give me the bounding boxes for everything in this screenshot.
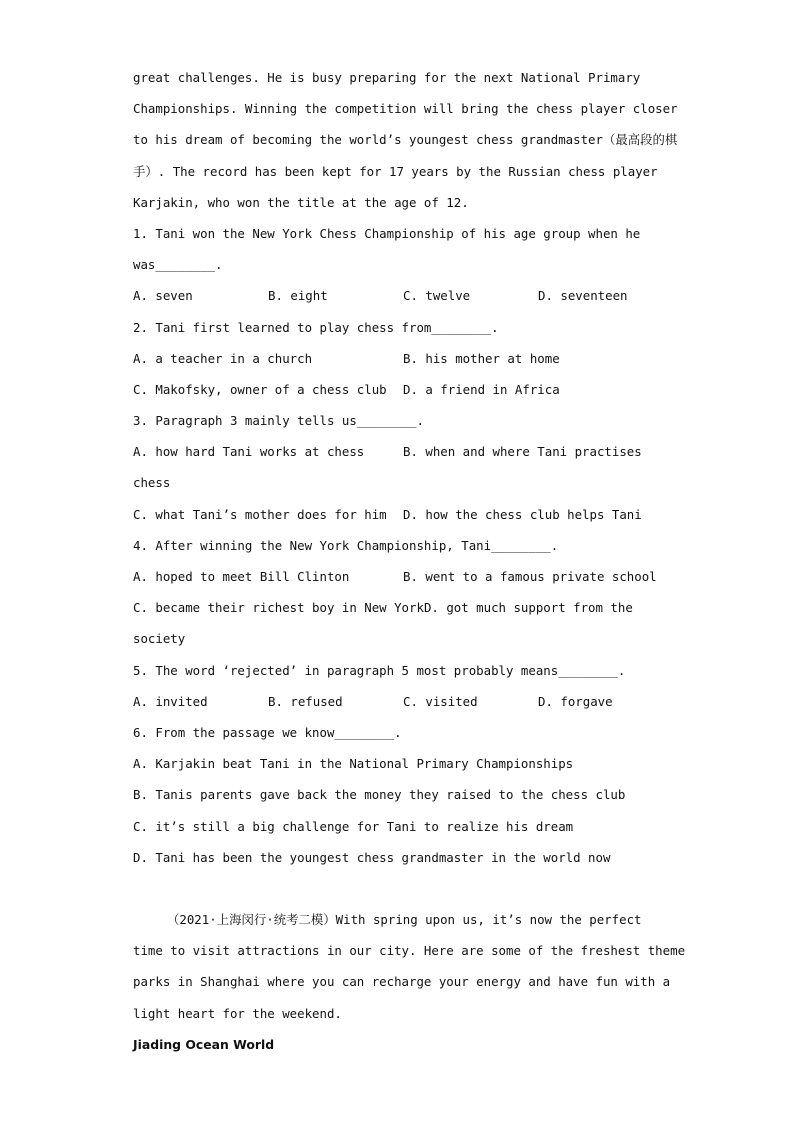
option-d-continued: society	[133, 631, 186, 647]
option-a: A. a teacher in a church	[133, 350, 313, 366]
option-b: B. when and where Tani practises	[403, 444, 642, 460]
option-b: B. Tanis parents gave back the money they raised to the chess club	[133, 787, 626, 803]
passage-line: great challenges. He is busy preparing for the next National Primary	[133, 70, 641, 85]
document-page	[133, 62, 686, 1060]
question-4	[133, 530, 673, 655]
passage-intro-line: （2021·上海闵行·统考二模）With spring upon us, it’s now the perfect	[167, 912, 642, 928]
option-c: C. what Tani’s mother does for him	[133, 506, 387, 522]
option-b: B. went to a famous private school	[403, 569, 657, 584]
option-c: C. it’s still a big challenge for Tani to realize his dream	[133, 818, 574, 834]
option-a: A. invited	[133, 693, 208, 709]
option-c: C. became their richest boy in New York	[133, 600, 424, 616]
question-1	[133, 218, 673, 312]
passage-intro-line: time to visit attractions in our city. Here are some of the freshest theme	[133, 943, 686, 959]
option-a: A. seven	[133, 288, 193, 304]
options-row	[133, 343, 673, 374]
passage-line: 手）. The record has been kept for 17 years by the Russian chess player	[133, 163, 658, 179]
section-spacer	[133, 873, 673, 904]
question-2	[133, 312, 673, 406]
option-d: D. a friend in Africa	[403, 381, 560, 397]
section-heading: Jiading Ocean World	[133, 1036, 275, 1052]
question-stem: was________.	[133, 257, 223, 273]
option-d: D. got much support from the	[423, 600, 633, 616]
option-b: B. refused	[268, 693, 343, 709]
option-b: B. eight	[268, 288, 328, 304]
option-d: D. how the chess club helps Tani	[403, 506, 642, 522]
question-stem: 5. The word ‘rejected’ in paragraph 5 most probably means________.	[133, 662, 626, 678]
options-row	[133, 436, 673, 467]
options-row	[133, 374, 673, 405]
option-c: C. Makofsky, owner of a chess club	[133, 381, 387, 397]
passage-line: Karjakin, who won the title at the age of 12.	[133, 194, 469, 210]
option-a: A. hoped to meet Bill Clinton	[133, 569, 350, 584]
option-a: A. how hard Tani works at chess	[133, 444, 365, 460]
options-row	[133, 499, 673, 530]
option-c: C. twelve	[403, 288, 471, 304]
passage-intro-line: light heart for the weekend.	[133, 1005, 342, 1021]
options-row	[133, 280, 673, 311]
question-stem: 4. After winning the New York Championship, Tani________.	[133, 537, 559, 553]
option-d: D. Tani has been the youngest chess grandmaster in the world now	[133, 849, 611, 865]
question-stem: 1. Tani won the New York Chess Championship of his age group when he	[133, 225, 641, 241]
question-5	[133, 655, 673, 717]
next-passage	[133, 904, 686, 1060]
question-3	[133, 405, 673, 530]
option-c: C. visited	[403, 693, 478, 709]
passage-line: to his dream of becoming the world’s youngest chess grandmaster（最高段的棋	[133, 132, 678, 148]
question-6	[133, 717, 673, 873]
options-row	[133, 561, 673, 592]
question-stem: 6. From the passage we know________.	[133, 724, 402, 740]
option-a: A. Karjakin beat Tani in the National Primary Championships	[133, 756, 574, 772]
question-stem: 3. Paragraph 3 mainly tells us________.	[133, 413, 424, 429]
option-b: B. his mother at home	[403, 350, 560, 366]
option-d: D. seventeen	[538, 288, 628, 304]
question-stem: 2. Tani first learned to play chess from________.	[133, 319, 499, 335]
options-row	[133, 592, 673, 623]
options-row	[133, 686, 673, 717]
passage-line: Championships. Winning the competition will bring the chess player closer	[133, 101, 678, 117]
passage-end	[133, 62, 678, 218]
passage-intro-line: parks in Shanghai where you can recharge your energy and have fun with a	[133, 974, 671, 990]
option-b-continued: chess	[133, 475, 171, 491]
option-d: D. forgave	[538, 693, 613, 709]
